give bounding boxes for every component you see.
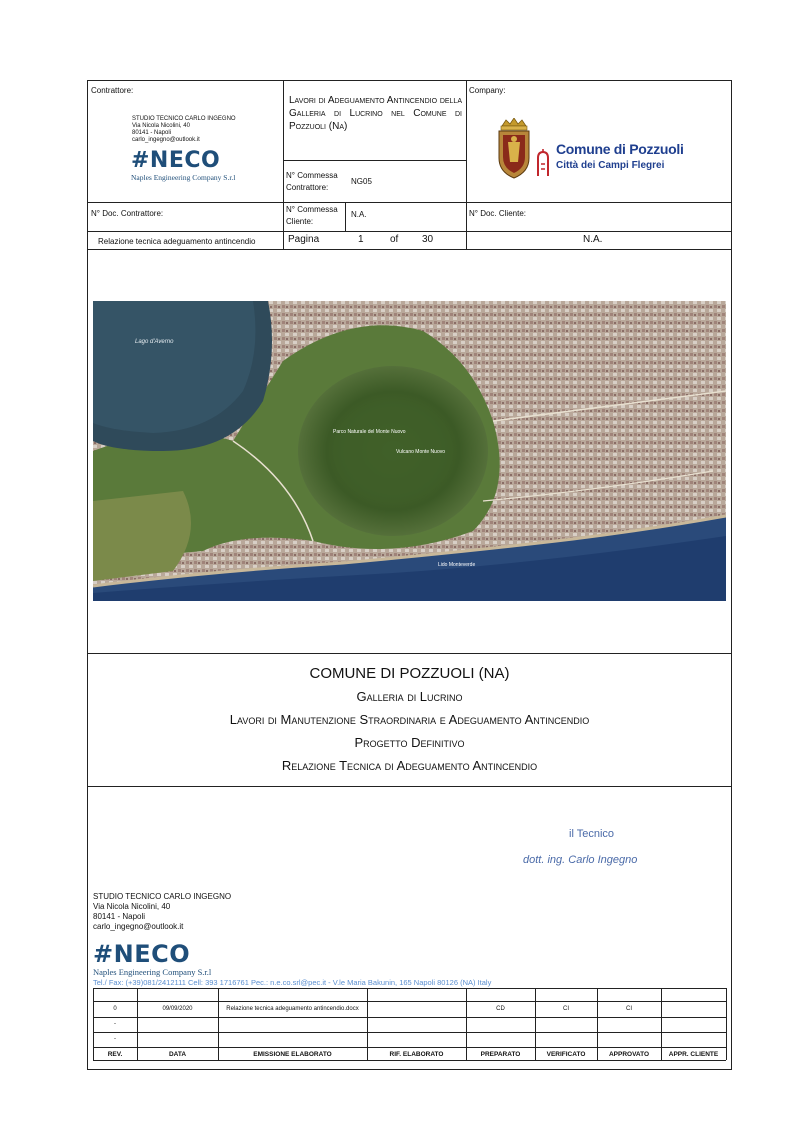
pozzuoli-coat-of-arms-icon (494, 118, 534, 180)
table-cell: CI (563, 1006, 569, 1012)
table-header-reference: RIF. ELABORATO (389, 1051, 444, 1058)
table-line (661, 988, 662, 1060)
table-header-client-approval: APPR. CLIENTE (668, 1051, 719, 1058)
footer-studio-address (93, 892, 231, 932)
aerial-map-drawing (93, 301, 726, 601)
table-line (597, 988, 598, 1060)
table-cell: CI (626, 1006, 632, 1012)
neco-subtitle: Naples Engineering Company S.r.l (131, 173, 236, 182)
table-cell: CD (496, 1006, 505, 1012)
map-label: Vulcano Monte Nuovo (396, 449, 446, 455)
table-line (367, 988, 368, 1060)
table-header-prepared: PREPARATO (480, 1051, 521, 1058)
commessa-client-value: N.A. (351, 210, 367, 219)
table-header-approved: APPROVATO (608, 1051, 650, 1058)
table-line (218, 988, 219, 1060)
table-line (93, 1001, 726, 1002)
table-line (466, 988, 467, 1060)
header-column-divider (283, 80, 284, 249)
title-block (87, 665, 732, 781)
table-line (137, 988, 138, 1060)
footer-contact: Tel./ Fax: (+39)081/2412111 Cell: 393 1716761 Pec.: n.e.co.srl@pec.it - V.le Maria Bakunin, 165 Napoli 80126 (NA) Italy (93, 978, 492, 987)
header-divider (283, 160, 466, 161)
title-project-phase: Progetto Definitivo (354, 735, 465, 750)
table-cell: - (114, 1036, 116, 1042)
doc-client-label: N° Doc. Cliente: (469, 209, 526, 218)
footer-studio-name: STUDIO TECNICO CARLO INGEGNO (93, 892, 232, 901)
table-line (726, 988, 727, 1060)
table-cell: - (114, 1021, 116, 1027)
campi-flegrei-emblem-icon (535, 148, 551, 178)
contractor-address (132, 116, 236, 144)
page-label: Pagina (288, 234, 320, 245)
footer-studio-street: Via Nicola Nicolini, 40 (93, 902, 171, 911)
footer-neco-logo: #NECO (93, 940, 191, 968)
page-total: 30 (422, 234, 434, 245)
contractor-label: Contrattore: (91, 86, 134, 95)
company-name: Comune di Pozzuoli (556, 141, 684, 157)
table-line (93, 1047, 726, 1048)
company-label: Company: (469, 86, 506, 95)
title-works: Lavori di Manutenzione Straordinaria e Adeguamento Antincendio (229, 712, 590, 727)
header-column-divider (345, 202, 346, 231)
table-header-date: DATA (168, 1051, 187, 1058)
footer-studio-email: carlo_ingegno@outlook.it (93, 922, 184, 931)
table-cell: Relazione tecnica adeguamento antincendio.docx (226, 1006, 359, 1012)
title-municipality: COMUNE DI POZZUOLI (NA) (309, 665, 510, 682)
page-of: of (390, 234, 399, 245)
table-header-verified: VERIFICATO (546, 1051, 586, 1058)
map-label: Parco Naturale del Monte Nuovo (333, 429, 406, 435)
commessa-contractor-label: N° Commessa Contrattore: (286, 171, 338, 192)
table-cell: 09/09/2020 (162, 1006, 193, 1012)
commessa-contractor-value: NG05 (351, 177, 372, 186)
table-line (535, 988, 536, 1060)
header-column-divider (466, 80, 467, 249)
header-divider (87, 202, 732, 203)
map-label: Lago d'Averno (135, 339, 174, 345)
title-gallery: Galleria di Lucrino (356, 689, 463, 704)
neco-logo: #NECO (131, 148, 221, 173)
table-cell: 0 (113, 1006, 117, 1012)
header-divider (87, 231, 732, 232)
doc-contractor-label: N° Doc. Contrattore: (91, 209, 164, 218)
footer-studio-city: 80141 - Napoli (93, 912, 146, 921)
contractor-email: carlo_ingegno@outlook.it (132, 137, 200, 143)
section-divider (87, 653, 732, 654)
section-divider (87, 786, 732, 787)
table-line (93, 1017, 726, 1018)
table-line (93, 988, 726, 989)
contractor-street: Via Nicola Nicolini, 40 (132, 123, 190, 129)
contractor-city: 80141 - Napoli (132, 130, 172, 136)
doc-client-value: N.A. (583, 234, 603, 245)
aerial-map-image (93, 301, 726, 601)
contractor-name: STUDIO TECNICO CARLO INGEGNO (132, 116, 236, 122)
signature-name: dott. ing. Carlo Ingegno (523, 854, 638, 866)
project-title: Lavori di Adeguamento Antincendio della Galleria di Lucrino nel Comune di Pozzuoli (Na) (289, 95, 462, 132)
company-subtitle: Città dei Campi Flegrei (556, 160, 665, 171)
table-header-emission: EMISSIONE ELABORATO (253, 1051, 332, 1058)
table-line (93, 1060, 726, 1061)
map-label: Lido Monteverde (438, 562, 476, 568)
table-header-rev: REV. (107, 1051, 123, 1058)
table-line (93, 1032, 726, 1033)
footer-neco-subtitle: Naples Engineering Company S.r.l (93, 967, 212, 977)
commessa-client-label: N° Commessa Cliente: (286, 205, 338, 226)
signature-role: il Tecnico (569, 828, 615, 840)
page-number: 1 (358, 234, 364, 245)
doc-contractor-value: Relazione tecnica adeguamento antincendio (98, 237, 256, 246)
title-report: Relazione Tecnica di Adeguamento Antincendio (281, 758, 538, 773)
header-divider (87, 249, 732, 250)
